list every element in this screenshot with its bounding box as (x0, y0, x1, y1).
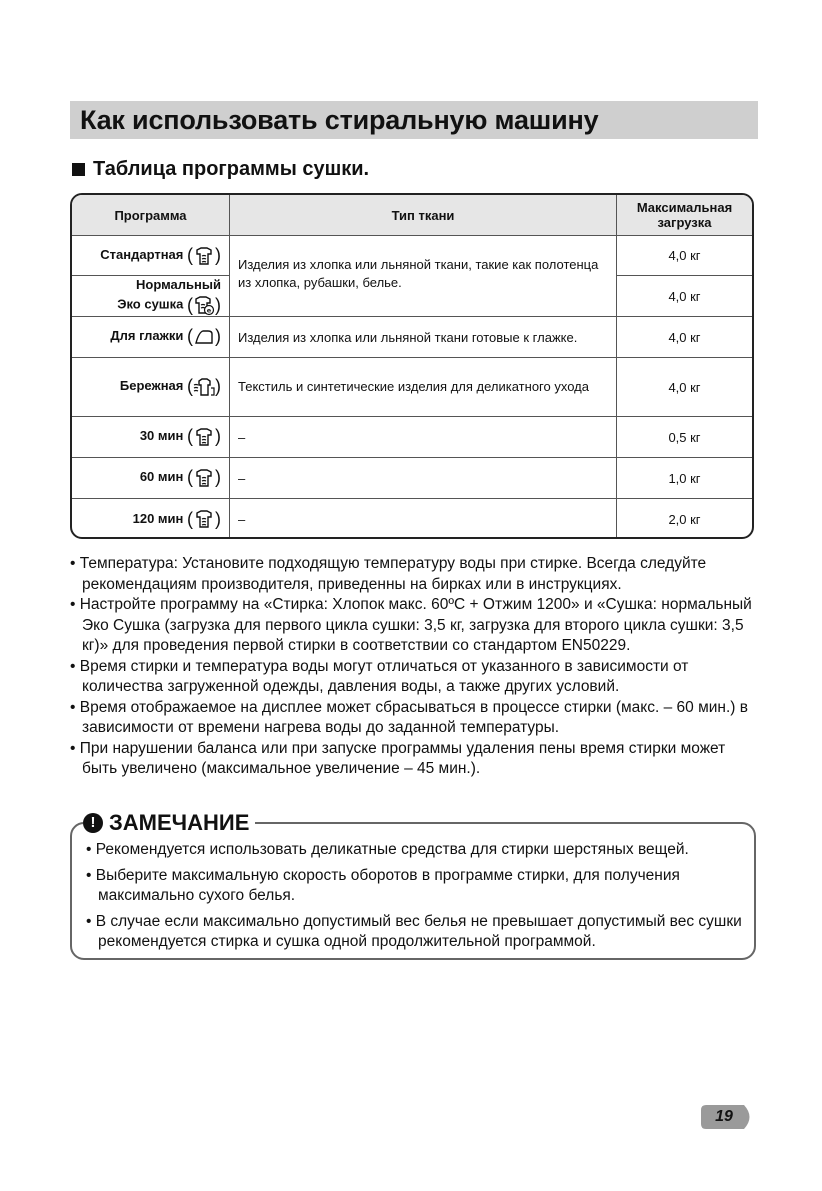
bullet-item: • Температура: Установите подходящую температуру воды при стирке. Всегда следуйте рекомендациям производителя, приведенны на бирках или в инструкциях. (70, 555, 707, 593)
drying-program-table (70, 193, 754, 539)
program-cell: Бережная ( ) (72, 358, 230, 417)
shirt-dry-icon (193, 467, 215, 489)
note-title: ЗАМЕЧАНИЕ (109, 810, 250, 835)
table-row (72, 417, 752, 458)
table-row (72, 499, 752, 540)
note-item: • Выберите максимальную скорость оборотов в программе стирки, для получения максимально сухого белья. (86, 866, 680, 904)
load-cell: 4,0 кг (617, 236, 753, 276)
program-cell: Нормальный Эко сушка ( e ) (72, 276, 230, 317)
load-cell: 4,0 кг (617, 276, 753, 317)
bullet-item: • Настройте программу на «Стирка: Хлопок макс. 60ºC + Отжим 1200» и «Сушка: нормальный Эко Сушка (загрузка для первого цикла сушки: 3,5 кг, загрузка для второго цикла сушки: 3,5 кг)» для проведения первой стирки в соответствии со стандартом EN50229. (70, 596, 752, 654)
table-row (72, 236, 752, 276)
program-label: 120 мин (132, 510, 184, 526)
table-row (72, 317, 752, 358)
program-label-line1: Нормальный (136, 277, 221, 292)
program-label: Бережная (119, 378, 184, 394)
bullet-item: • При нарушении баланса или при запуске программы удаления пены время стирки может быть увеличено (максимальное увеличение – 45 мин.). (70, 739, 726, 777)
program-cell: 60 мин ( ) (72, 458, 230, 499)
load-cell: 4,0 кг (617, 317, 753, 358)
note-heading (83, 810, 255, 836)
fabric-cell: Изделия из хлопка или льняной ткани, такие как полотенца из хлопка, рубашки, белье. (230, 236, 617, 317)
page-title: Как использовать стиральную машину (80, 104, 599, 135)
load-cell: 1,0 кг (617, 458, 753, 499)
table-header-row (72, 195, 752, 236)
note-list (86, 840, 746, 958)
program-label: Стандартная (100, 246, 184, 262)
program-cell: 120 мин ( ) (72, 499, 230, 540)
notes-list (70, 554, 760, 780)
note-item: • Рекомендуется использовать деликатные средства для стирки шерстяных вещей. (86, 841, 689, 858)
section-heading (72, 158, 369, 181)
square-bullet-icon (72, 163, 85, 176)
iron-icon (193, 326, 215, 348)
fabric-cell: – (230, 499, 617, 540)
load-cell: 2,0 кг (617, 499, 753, 540)
fabric-cell: – (230, 458, 617, 499)
exclamation-icon: ! (83, 813, 103, 833)
note-item: • В случае если максимально допустимый вес белья не превышает допустимый вес сушки рекомендуется стирка и сушка одной продолжительной программой. (86, 912, 742, 950)
section-title: Таблица программы сушки. (93, 158, 370, 180)
page-header-bar (70, 101, 758, 139)
program-label: Для глажки (110, 328, 184, 344)
page-number: 19 (715, 1108, 733, 1125)
table-row (72, 358, 752, 417)
bullet-item: • Время отображаемое на дисплее может сбрасываться в процессе стирки (макс. – 60 мин.) в зависимости от времени нагрева воды до заданной температуры. (70, 698, 748, 736)
shirt-dry-icon (193, 245, 215, 267)
program-label: 30 мин (139, 428, 184, 444)
program-label: 60 мин (139, 469, 184, 485)
shirt-dry-icon (193, 426, 215, 448)
fabric-cell: Изделия из хлопка или льняной ткани готовые к глажке. (230, 317, 617, 358)
fabric-cell: Текстиль и синтетические изделия для деликатного ухода (230, 358, 617, 417)
table-row (72, 458, 752, 499)
shirt-dry-icon (193, 508, 215, 530)
eco-dry-icon (193, 294, 215, 316)
load-cell: 0,5 кг (617, 417, 753, 458)
header-load: Максимальная загрузка (617, 195, 753, 236)
load-cell: 4,0 кг (617, 358, 753, 417)
bullet-item: • Время стирки и температура воды могут отличаться от указанного в зависимости от количества загруженной одежды, давления воды, а также других условий. (70, 657, 689, 695)
fabric-cell: – (230, 417, 617, 458)
delicate-dry-icon (193, 376, 215, 398)
svg-text:e: e (206, 306, 212, 315)
program-cell: Стандартная ( ) (72, 236, 230, 276)
program-cell: Для глажки ( ) (72, 317, 230, 358)
program-cell: 30 мин ( ) (72, 417, 230, 458)
header-fabric: Тип ткани (230, 195, 617, 236)
header-program: Программа (72, 195, 230, 236)
program-label-line2: Эко сушка (117, 296, 184, 312)
